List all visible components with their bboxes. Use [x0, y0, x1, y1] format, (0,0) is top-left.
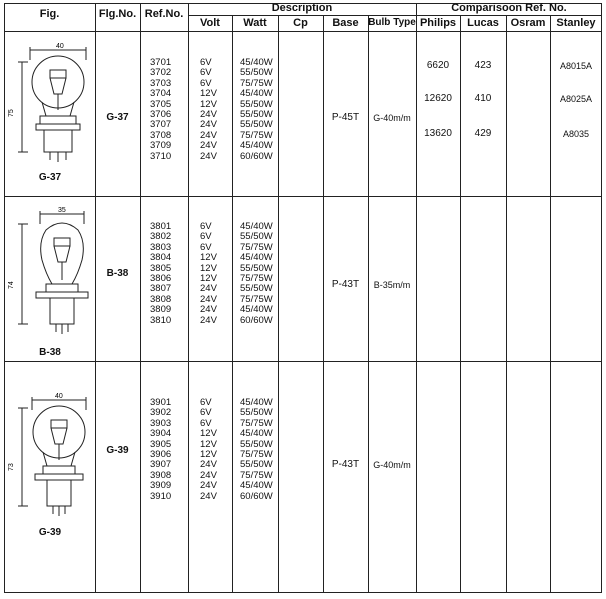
ref-number: 3702 — [150, 67, 172, 79]
ref-number: 3701 — [150, 57, 172, 68]
dimension-height-b38: 74 — [8, 281, 15, 289]
watt-value: 75/75W — [240, 129, 273, 141]
header-fig: Fig. — [39, 8, 60, 20]
dimension-height-g37: 75 — [8, 109, 15, 117]
volt-value: 6V — [200, 417, 212, 429]
header-stanley: Stanley — [556, 17, 596, 29]
ref-number: 3707 — [150, 119, 172, 131]
watt-value: 60/60W — [240, 150, 273, 162]
volt-value: 24V — [200, 119, 217, 131]
volt-value: 12V — [200, 262, 217, 274]
volt-value: 24V — [200, 150, 217, 162]
volt-value: 24V — [200, 490, 217, 502]
watt-value: 45/40W — [240, 397, 273, 408]
ref-number: 3910 — [150, 490, 172, 502]
header-lucas: Lucas — [467, 17, 499, 29]
volt-list-g39 — [200, 398, 217, 502]
stanley-g37-2: A8025A — [559, 94, 593, 104]
lucas-g37-3: 429 — [474, 128, 492, 139]
volt-value: 24V — [200, 293, 217, 305]
watt-value: 45/40W — [240, 428, 273, 440]
ref-list-g37 — [150, 58, 171, 162]
watt-value: 55/50W — [240, 119, 273, 131]
header-description: Description — [271, 2, 333, 14]
watt-value: 55/50W — [240, 231, 273, 243]
watt-value: 55/50W — [240, 283, 273, 295]
watt-value: 55/50W — [240, 67, 273, 79]
ref-number: 3705 — [150, 98, 172, 110]
header-philips: Philips — [419, 17, 457, 29]
watt-value: 55/50W — [240, 459, 273, 471]
ref-number: 3904 — [150, 428, 172, 440]
volt-value: 6V — [200, 407, 212, 419]
volt-value: 24V — [200, 129, 217, 141]
volt-value: 24V — [200, 108, 217, 120]
watt-value: 75/75W — [240, 417, 273, 429]
watt-value: 75/75W — [240, 272, 273, 284]
bulb-type-b38: B-35m/m — [373, 280, 411, 290]
volt-value: 24V — [200, 304, 217, 316]
watt-value: 45/40W — [240, 480, 273, 492]
ref-number: 3802 — [150, 231, 172, 243]
watt-value: 75/75W — [240, 448, 273, 460]
philips-g37-1: 6620 — [426, 60, 450, 71]
stanley-g37-1: A8015A — [559, 61, 593, 71]
philips-g37-2: 12620 — [424, 93, 452, 104]
volt-value: 6V — [200, 77, 212, 89]
watt-value: 75/75W — [240, 241, 273, 253]
watt-list-b38 — [240, 222, 273, 326]
volt-value: 24V — [200, 469, 217, 481]
bulb-type-g37: G-40m/m — [373, 113, 411, 123]
watt-value: 55/50W — [240, 108, 273, 120]
ref-number: 3909 — [150, 480, 172, 492]
header-fig-no: Flg.No. — [98, 8, 137, 20]
dimension-width-b38: 35 — [58, 207, 66, 214]
ref-number: 3805 — [150, 262, 172, 274]
bulb-drawing-g39 — [6, 388, 94, 523]
ref-number: 3703 — [150, 77, 172, 89]
watt-value: 55/50W — [240, 262, 273, 274]
watt-value: 60/60W — [240, 490, 273, 502]
fig-no-b38: B-38 — [106, 268, 129, 279]
volt-value: 6V — [200, 67, 212, 79]
bulb-type-g39: G-40m/m — [373, 460, 411, 470]
watt-value: 45/40W — [240, 304, 273, 316]
base-b38: P-43T — [331, 279, 360, 290]
volt-value: 12V — [200, 448, 217, 460]
watt-value: 45/40W — [240, 252, 273, 264]
watt-value: 75/75W — [240, 77, 273, 89]
ref-number: 3907 — [150, 459, 172, 471]
watt-value: 45/40W — [240, 57, 273, 68]
ref-number: 3807 — [150, 283, 172, 295]
header-ref-no: Ref.No. — [144, 8, 184, 20]
header-bulb-type: Bulb Type — [368, 17, 416, 28]
ref-number: 3905 — [150, 438, 172, 450]
volt-list-b38 — [200, 222, 217, 326]
figure-label-g37: G-37 — [38, 172, 62, 183]
bulb-drawing-b38 — [6, 202, 94, 342]
bulb-drawing-g37 — [6, 40, 94, 170]
header-comparison: Comparisoon Ref. No. — [451, 2, 567, 14]
ref-number: 3903 — [150, 417, 172, 429]
volt-value: 6V — [200, 221, 212, 232]
dimension-width-g39: 40 — [55, 393, 63, 400]
volt-value: 24V — [200, 140, 217, 152]
ref-number: 3708 — [150, 129, 172, 141]
volt-value: 12V — [200, 252, 217, 264]
volt-value: 12V — [200, 98, 217, 110]
ref-number: 3809 — [150, 304, 172, 316]
volt-value: 24V — [200, 283, 217, 295]
ref-number: 3706 — [150, 108, 172, 120]
philips-g37-3: 13620 — [424, 128, 452, 139]
ref-list-b38 — [150, 222, 171, 326]
header-cp: Cp — [293, 17, 308, 29]
stanley-g37-3: A8035 — [562, 129, 590, 139]
ref-number: 3704 — [150, 88, 172, 100]
volt-value: 12V — [200, 438, 217, 450]
ref-number: 3803 — [150, 241, 172, 253]
watt-value: 75/75W — [240, 469, 273, 481]
volt-value: 12V — [200, 88, 217, 100]
lucas-g37-1: 423 — [474, 60, 492, 71]
watt-value: 45/40W — [240, 221, 273, 232]
figure-label-g39: G-39 — [38, 527, 62, 538]
watt-value: 55/50W — [240, 407, 273, 419]
ref-number: 3906 — [150, 448, 172, 460]
base-g37: P-45T — [331, 112, 360, 123]
base-g39: P-43T — [331, 459, 360, 470]
volt-value: 12V — [200, 428, 217, 440]
ref-list-g39 — [150, 398, 171, 502]
header-watt: Watt — [243, 17, 267, 29]
ref-number: 3806 — [150, 272, 172, 284]
volt-value: 6V — [200, 241, 212, 253]
watt-value: 75/75W — [240, 293, 273, 305]
watt-list-g39 — [240, 398, 273, 502]
header-osram: Osram — [510, 17, 546, 29]
ref-number: 3901 — [150, 397, 172, 408]
watt-value: 55/50W — [240, 98, 273, 110]
volt-value: 12V — [200, 272, 217, 284]
ref-number: 3710 — [150, 150, 172, 162]
dimension-width-g37: 40 — [56, 43, 64, 50]
lucas-g37-2: 410 — [474, 93, 492, 104]
ref-number: 3801 — [150, 221, 172, 232]
ref-number: 3810 — [150, 314, 172, 326]
ref-number: 3902 — [150, 407, 172, 419]
ref-number: 3808 — [150, 293, 172, 305]
header-volt: Volt — [200, 17, 220, 29]
volt-value: 6V — [200, 57, 212, 68]
header-base: Base — [332, 17, 359, 29]
watt-value: 45/40W — [240, 140, 273, 152]
figure-label-b38: B-38 — [39, 347, 61, 358]
volt-value: 6V — [200, 231, 212, 243]
watt-list-g37 — [240, 58, 273, 162]
volt-value: 24V — [200, 459, 217, 471]
volt-value: 6V — [200, 397, 212, 408]
ref-number: 3804 — [150, 252, 172, 264]
fig-no-g39: G-39 — [106, 445, 129, 456]
volt-value: 24V — [200, 480, 217, 492]
volt-value: 24V — [200, 314, 217, 326]
ref-number: 3709 — [150, 140, 172, 152]
dimension-height-g39: 73 — [8, 463, 15, 471]
volt-list-g37 — [200, 58, 217, 162]
watt-value: 45/40W — [240, 88, 273, 100]
watt-value: 60/60W — [240, 314, 273, 326]
watt-value: 55/50W — [240, 438, 273, 450]
fig-no-g37: G-37 — [106, 112, 129, 123]
ref-number: 3908 — [150, 469, 172, 481]
